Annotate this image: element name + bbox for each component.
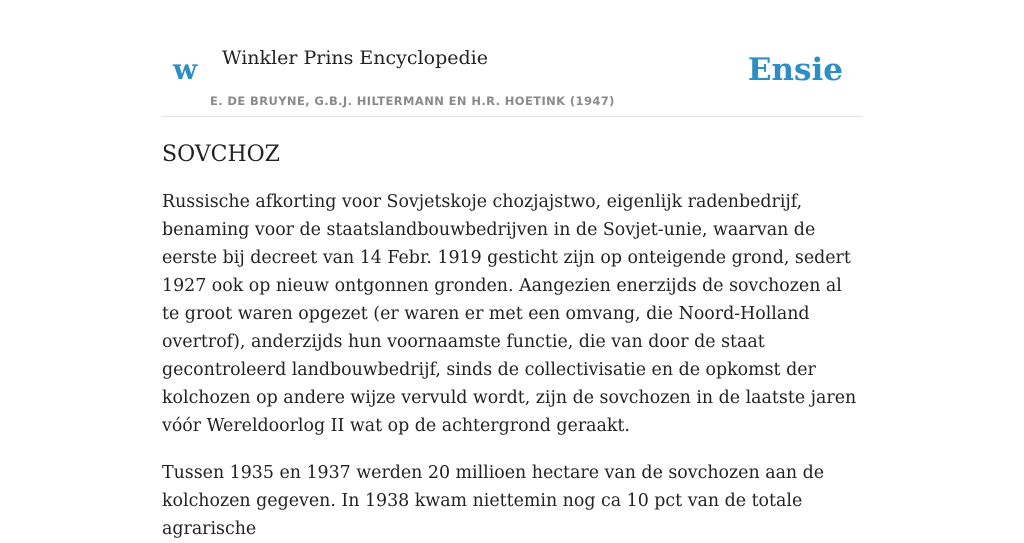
article-paragraph: Russische afkorting voor Sovjetskoje chozjajstwo, eigenlijk radenbedrijf, benaming voor de staatslandbouwbedrijven in de Sovjet-unie, waarvan de eerste bij decreet van 14 Febr. 1919 gesticht zijn op onteigende grond, sedert 1927 ook op nieuw ontgonnen gronden. Aangezien enerzijds de sovchozen al te groot waren opgezet (er waren er met een omvang, die Noord-Holland overtrof), anderzijds hun voornaamste functie, die van door de staat gecontroleerd landbouwbedrijf, sinds de collectivisatie en de opkomst der kolchozen op andere wijze vervuld wordt, zijn de sovchozen in de laatste jaren vóór Wereldoorlog II wat op de achtergrond geraakt.	[162, 192, 857, 436]
entry-title: SOVCHOZ	[162, 142, 280, 167]
source-title[interactable]: Winkler Prins Encyclopedie	[222, 47, 488, 69]
brand-logo[interactable]: Ensie	[747, 52, 843, 88]
source-logo[interactable]: w	[173, 53, 198, 86]
article	[162, 136, 862, 543]
page-header	[162, 0, 862, 117]
article-paragraph: Tussen 1935 en 1937 werden 20 millioen hectare van de sovchozen aan de kolchozen gegeven. In 1938 kwam niettemin nog ca 10 pct van de totale agrarische	[162, 463, 825, 539]
source-authors: E. DE BRUYNE, G.B.J. HILTERMANN EN H.R. HOETINK (1947)	[210, 94, 615, 108]
